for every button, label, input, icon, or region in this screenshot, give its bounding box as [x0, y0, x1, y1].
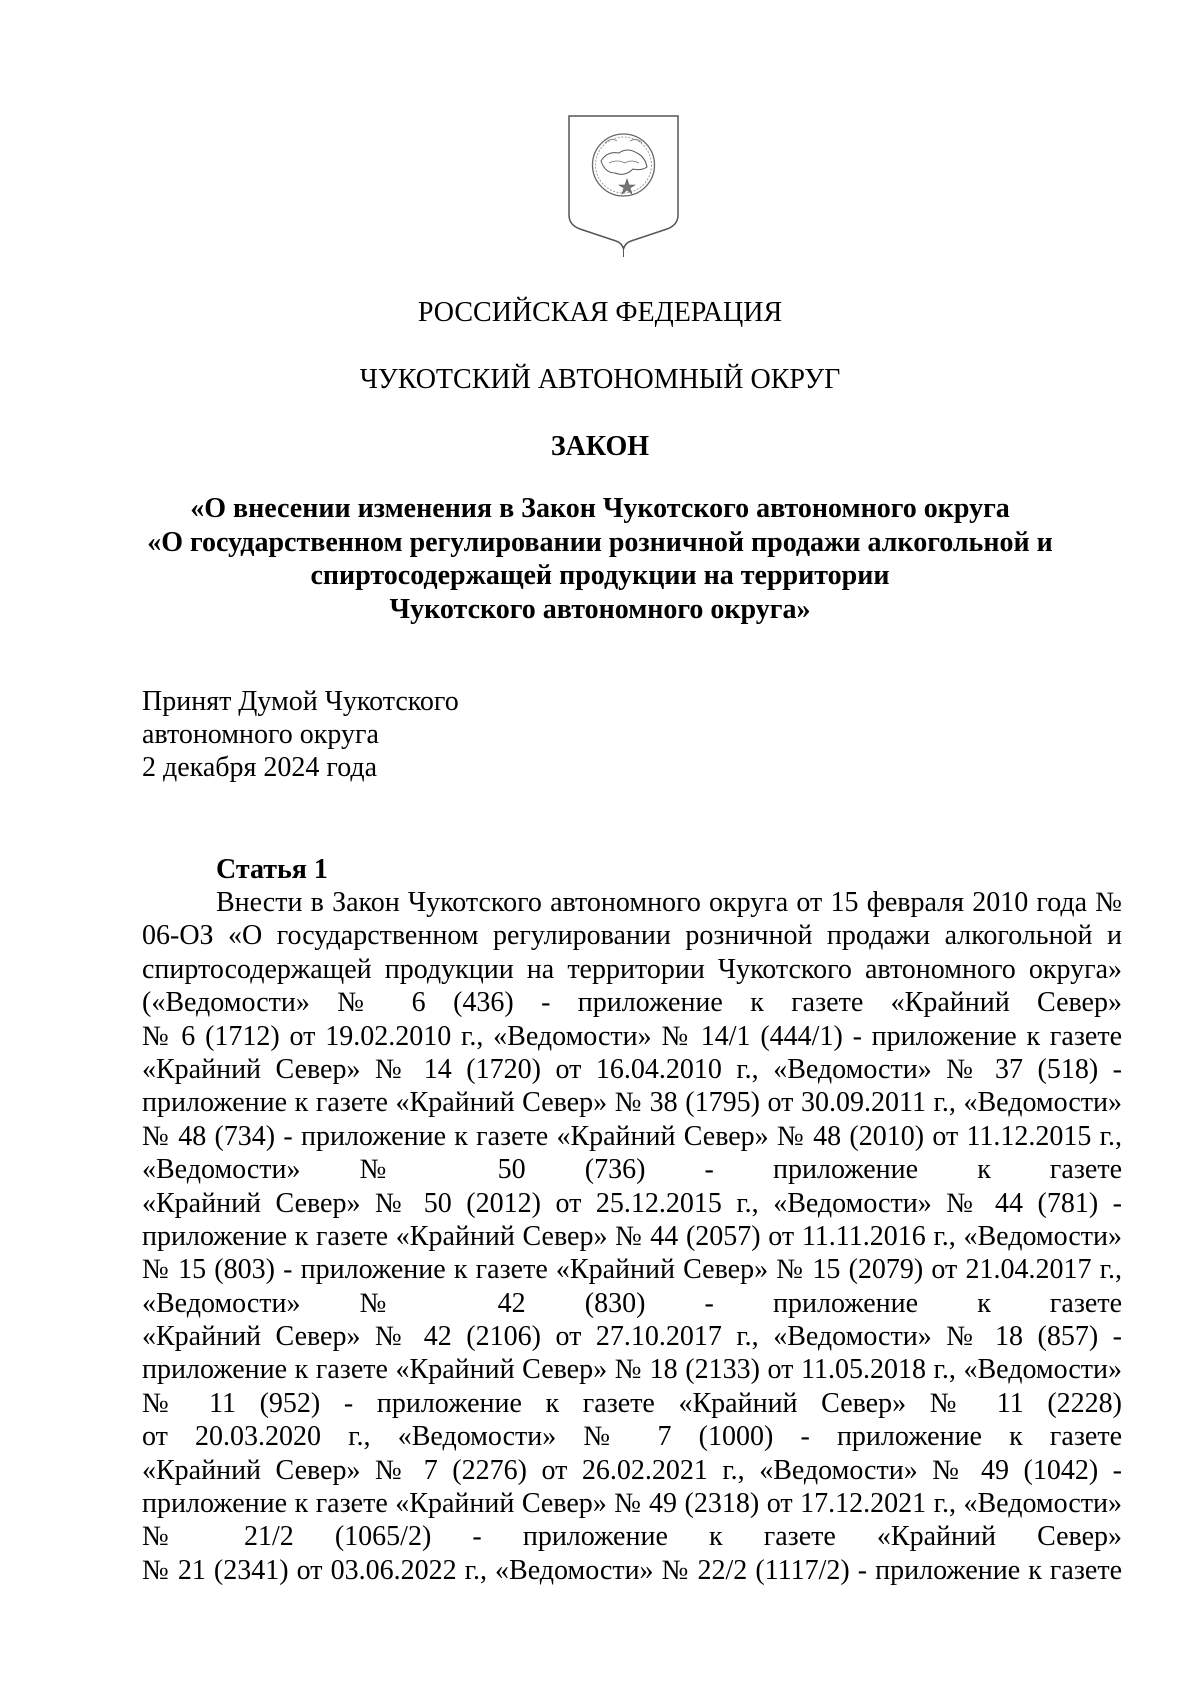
article-line: № 21 (2341) от 03.06.2022 г., «Ведомости» № 22/2 (1117/2) - приложение к газете — [142, 1554, 1122, 1586]
adoption-line: Принят Думой Чукотского — [142, 686, 459, 717]
article-line: № 48 (734) - приложение к газете «Крайний Север» № 48 (2010) от 11.12.2015 г., — [142, 1120, 1122, 1152]
article-heading: Статья 1 — [216, 854, 328, 885]
law-title — [0, 492, 1200, 626]
article-line: Внести в Закон Чукотского автономного округа от 15 февраля 2010 года № — [216, 887, 1122, 918]
law-title-line: «О государственном регулировании розничной продажи алкогольной и — [147, 526, 1053, 558]
law-title-line: «О внесении изменения в Закон Чукотского автономного округа — [190, 493, 1010, 524]
article-line: «Крайний Север» № 7 (2276) от 26.02.2021 г., «Ведомости» № 49 (1042) - — [142, 1454, 1122, 1486]
article-line: от 20.03.2020 г., «Ведомости» № 7 (1000) - приложение к газете — [142, 1421, 1122, 1453]
adoption-date: 2 декабря 2024 года — [142, 752, 378, 783]
article-line: «Ведомости» № 42 (830) - приложение к газете — [142, 1287, 1122, 1319]
law-title-line: Чукотского автономного округа» — [389, 593, 811, 625]
article-line: («Ведомости» № 6 (436) - приложение к газете «Крайний Север» — [142, 987, 1122, 1019]
article-body — [142, 886, 1122, 1587]
article-line: «Ведомости» № 50 (736) - приложение к газете — [142, 1154, 1122, 1186]
adoption-note — [142, 685, 459, 784]
article-line: № 21/2 (1065/2) - приложение к газете «Крайний Север» — [142, 1521, 1122, 1553]
adoption-line: автономного округа — [142, 719, 379, 750]
article-line: приложение к газете «Крайний Север» № 38 (1795) от 30.09.2011 г., «Ведомости» — [142, 1087, 1122, 1119]
law-title-line: спиртосодержащей продукции на территории — [310, 560, 890, 591]
article-line: № 11 (952) - приложение к газете «Крайний Север» № 11 (2228) — [142, 1387, 1122, 1419]
article-line: спиртосодержащей продукции на территории Чукотского автономного округа» — [142, 953, 1122, 985]
article-line: приложение к газете «Крайний Север» № 44 (2057) от 11.11.2016 г., «Ведомости» — [142, 1220, 1122, 1252]
article-line: приложение к газете «Крайний Север» № 18 (2133) от 11.05.2018 г., «Ведомости» — [142, 1354, 1122, 1386]
article-line: № 15 (803) - приложение к газете «Крайний Север» № 15 (2079) от 21.04.2017 г., — [142, 1254, 1122, 1286]
coat-of-arms-emblem — [567, 113, 680, 261]
article-line: приложение к газете «Крайний Север» № 49 (2318) от 17.12.2021 г., «Ведомости» — [142, 1488, 1122, 1520]
region-heading: ЧУКОТСКИЙ АВТОНОМНЫЙ ОКРУГ — [359, 364, 841, 395]
document-type-heading: ЗАКОН — [550, 431, 650, 462]
article-line: «Крайний Север» № 14 (1720) от 16.04.2010 г., «Ведомости» № 37 (518) - — [142, 1053, 1122, 1085]
country-heading: РОССИЙСКАЯ ФЕДЕРАЦИЯ — [417, 297, 783, 328]
article-line: «Крайний Север» № 42 (2106) от 27.10.2017 г., «Ведомости» № 18 (857) - — [142, 1321, 1122, 1353]
article-line: «Крайний Север» № 50 (2012) от 25.12.2015 г., «Ведомости» № 44 (781) - — [142, 1187, 1122, 1219]
article-line: № 6 (1712) от 19.02.2010 г., «Ведомости» № 14/1 (444/1) - приложение к газете — [142, 1020, 1122, 1052]
article-line: 06-ОЗ «О государственном регулировании розничной продажи алкогольной и — [142, 920, 1122, 952]
